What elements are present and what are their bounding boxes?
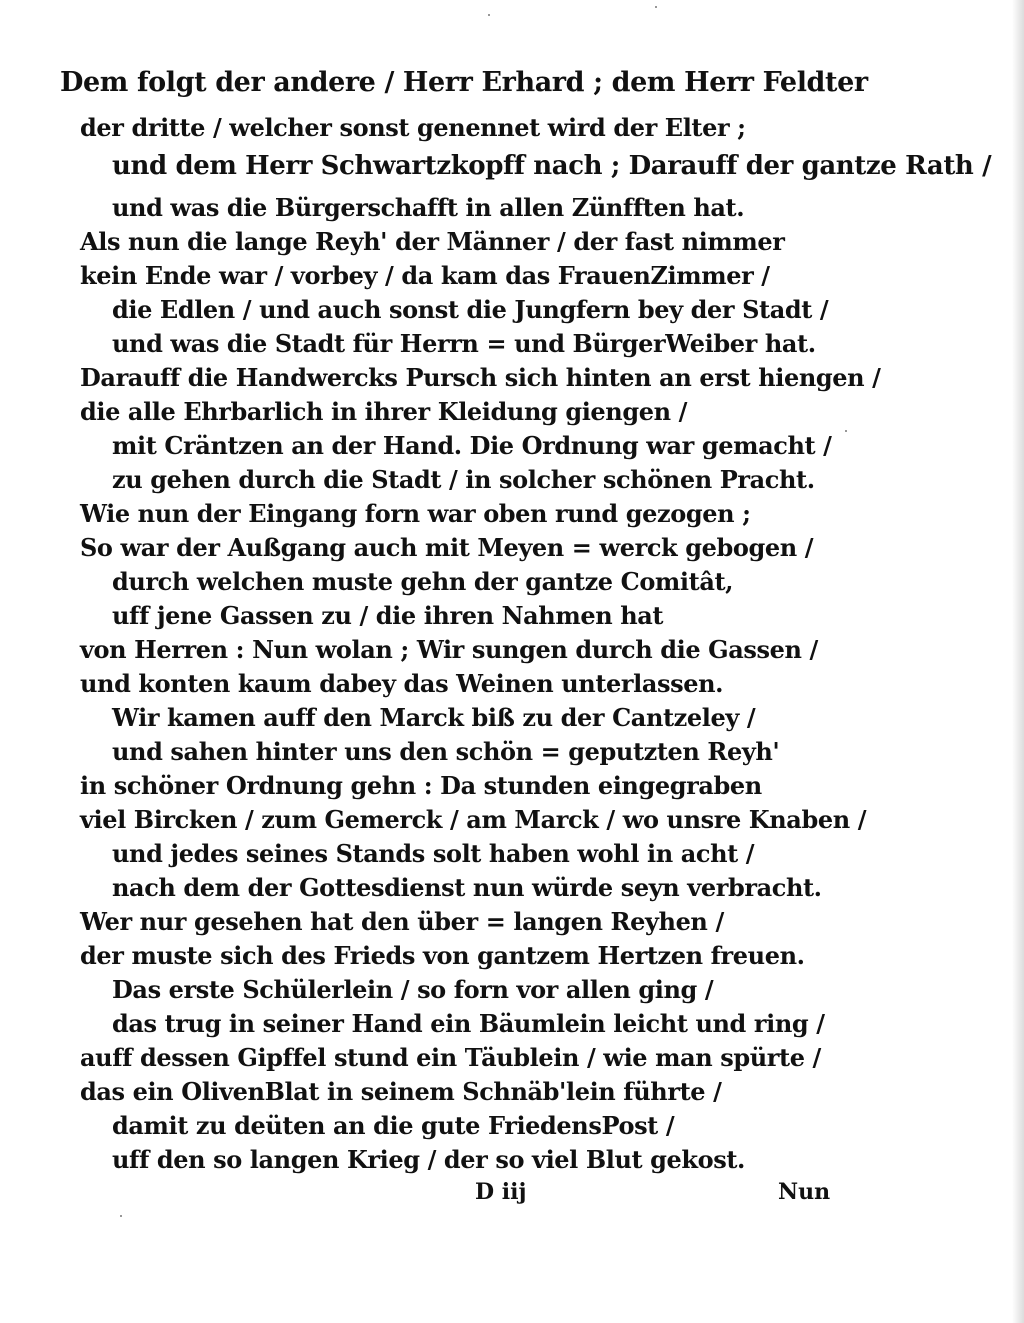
signature-mark: D iij: [475, 1179, 527, 1205]
poem-line: und dem Herr Schwartzkopff nach ; Darauff der gantze Rath /: [112, 151, 992, 181]
poem-line: Als nun die lange Reyh' der Männer / der fast nimmer: [80, 227, 785, 256]
poem-line: Dem folgt der andere / Herr Erhard ; dem Herr Feldter: [60, 67, 868, 98]
poem-line: uff jene Gassen zu / die ihren Nahmen hat: [112, 601, 664, 630]
poem-line: So war der Außgang auch mit Meyen = werck gebogen /: [80, 533, 814, 562]
poem-line: die alle Ehrbarlich in ihrer Kleidung giengen /: [80, 397, 687, 426]
paper-speck: [655, 6, 657, 8]
catchword: Nun: [778, 1179, 831, 1205]
poem-line: von Herren : Nun wolan ; Wir sungen durch die Gassen /: [80, 635, 818, 664]
poem-line: Wie nun der Eingang forn war oben rund gezogen ;: [80, 499, 751, 528]
poem-line: zu gehen durch die Stadt / in solcher schönen Pracht.: [112, 465, 815, 494]
poem-line: und konten kaum dabey das Weinen unterlassen.: [80, 669, 724, 698]
poem-line: und was die Bürgerschafft in allen Zünfften hat.: [112, 193, 745, 222]
poem-line: in schöner Ordnung gehn : Da stunden eingegraben: [80, 771, 762, 800]
poem-line: durch welchen muste gehn der gantze Comitât,: [112, 567, 734, 596]
poem-line: mit Cräntzen an der Hand. Die Ordnung war gemacht /: [112, 431, 832, 460]
poem-line: und was die Stadt für Herrn = und BürgerWeiber hat.: [112, 329, 816, 358]
paper-speck: [488, 14, 490, 16]
poem-line: und jedes seines Stands solt haben wohl in acht /: [112, 839, 755, 868]
paper-speck: [845, 430, 847, 432]
poem-line: die Edlen / und auch sonst die Jungfern bey der Stadt /: [112, 295, 829, 324]
paper-speck: [120, 1215, 122, 1217]
poem-line: Wir kamen auff den Marck biß zu der Cantzeley /: [112, 703, 756, 732]
poem-line: Darauff die Handwercks Pursch sich hinten an erst hiengen /: [80, 363, 881, 392]
poem-line: viel Bircken / zum Gemerck / am Marck / wo unsre Knaben /: [80, 805, 867, 834]
poem-line: Das erste Schülerlein / so forn vor allen ging /: [112, 975, 714, 1004]
poem-line: Wer nur gesehen hat den über = langen Reyhen /: [80, 907, 724, 936]
poem-line: der muste sich des Frieds von gantzem Hertzen freuen.: [80, 941, 805, 970]
poem-line: der dritte / welcher sonst genennet wird der Elter ;: [80, 113, 746, 142]
poem-line: und sahen hinter uns den schön = geputzten Reyh': [112, 737, 780, 766]
poem-line: das trug in seiner Hand ein Bäumlein leicht und ring /: [112, 1009, 825, 1038]
poem-line: damit zu deüten an die gute FriedensPost /: [112, 1111, 675, 1140]
poem-line: auff dessen Gipffel stund ein Täublein / wie man spürte /: [80, 1043, 821, 1072]
poem-line: uff den so langen Krieg / der so viel Blut gekost.: [112, 1145, 745, 1174]
poem-line: nach dem der Gottesdienst nun würde seyn verbracht.: [112, 873, 822, 902]
poem-line: kein Ende war / vorbey / da kam das FrauenZimmer /: [80, 261, 770, 290]
poem-line: das ein OlivenBlat in seinem Schnäb'lein führte /: [80, 1077, 722, 1106]
